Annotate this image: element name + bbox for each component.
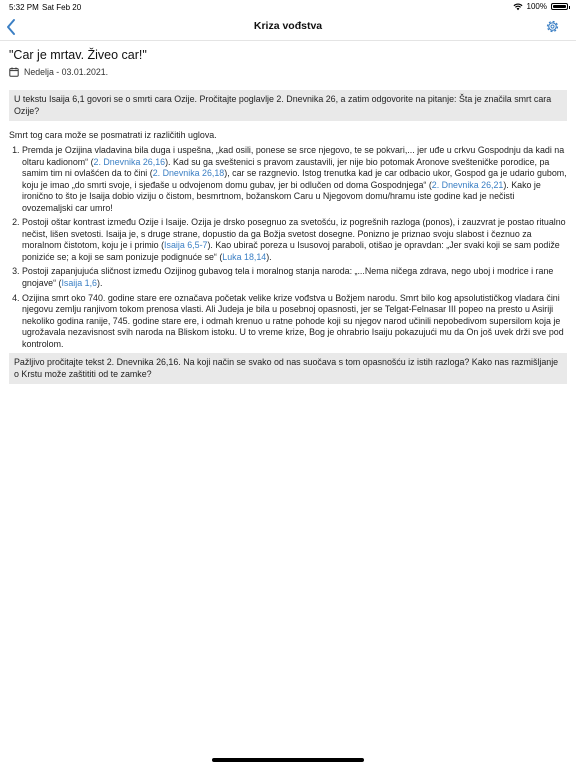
scripture-link[interactable]: 2. Dnevnika 26,16	[93, 156, 166, 167]
status-right	[513, 2, 568, 11]
status-time: 5:32 PM	[9, 3, 39, 12]
scripture-link[interactable]: Isaija 1,6	[61, 277, 97, 288]
paragraph-text: ).	[97, 277, 103, 288]
scripture-link[interactable]: Luka 18,14	[222, 251, 267, 262]
paragraph-text: Ozijina smrt oko 740. godine stare ere označava početak velike krize vođstva u Božjem narodu. Smrt bilo kog apsolutističkog vladara čini njegovu zemlju ranjivom tokom prenosa vlasti. Ali Judeja je bila u posebnoj opasnosti, jer se Telgat-Felnasar III popeo na presto u Asiriji nekoliko godina ranije, 745. godine stare ere, i odmah krenuo u ratne pohode koji su njegov narod učinili nepobedivom supersilom koja je ugrožavala nezavisnost svih naroda na Bliskom istoku. U to vreme krize, Bog je ohrabrio Isaiju pokazujući mu da On još uvek drži sve pod kontrolom.	[22, 292, 564, 349]
status-date: Sat Feb 20	[42, 3, 82, 12]
scripture-link[interactable]: 2. Dnevnika 26,18	[152, 168, 225, 178]
list-item	[22, 145, 567, 214]
list-item	[22, 217, 567, 263]
wifi-icon	[513, 3, 523, 11]
battery-icon	[551, 3, 568, 10]
calendar-icon	[9, 67, 19, 77]
scripture-link[interactable]: 2. Dnevnika 26,21	[431, 179, 504, 190]
paragraph-text: ).	[266, 251, 272, 262]
intro-text: Smrt tog cara može se posmatrati iz različitih uglova.	[9, 130, 217, 140]
navigation-bar	[0, 14, 576, 41]
question-box: Pažljivo pročitajte tekst 2. Dnevnika 26,16. Na koji način se svako od nas suočava s tom opasnošću iz istih razloga? Kako nas razmišljanje o Krstu može zaštititi od te zamke?	[9, 353, 567, 384]
lesson-title: "Car je mrtav. Živeo car!"	[9, 48, 147, 62]
gear-icon[interactable]	[545, 19, 560, 34]
lesson-content	[9, 48, 567, 384]
list-item	[22, 293, 567, 351]
scripture-link[interactable]: Isaija 6,5-7	[164, 240, 208, 251]
paragraph-text: ). Kao ubirač poreza u Isusovoj paraboli, otišao je opravdan: „Jer svaki koji se sam podiže poniziće se; a koji se sam ponizuje podignuće se“ (	[22, 240, 560, 262]
question-box: U tekstu Isaija 6,1 govori se o smrti cara Ozije. Pročitajte poglavlje 2. Dnevnika 26, a zatim odgovorite na pitanje: Šta je značila smrt cara Ozije?	[9, 90, 567, 121]
battery-percent: 100%	[526, 2, 547, 11]
page-title: Kriza vođstva	[253, 20, 323, 32]
paragraph-text: Postoji zapanjujuća sličnost između Ozijinog gubavog tela i moralnog stanja naroda: „...Nema ničega zdrava, nego uboj i modrice i rane gnojave“ (	[22, 266, 554, 288]
points-list	[9, 145, 567, 350]
status-bar	[0, 0, 576, 14]
home-indicator[interactable]	[212, 758, 364, 762]
paragraph-text: Postoji oštar kontrast između Ozije i Isaije. Ozija je drsko posegnuo za svetošću, iz pogrešnih razloga (ponos), i zauzvrat je postao ritualno nečist, lišen svetosti. Isaija je, s druge strane, dopustio da ga Božja svetost dosegne. Ponizno je priznao svoju slabost i čeznuo za moralnom čistotom, koju je i primio (	[22, 217, 566, 251]
paragraph-text: ), car se razgnevio. Istog trenutka kad je car odbacio ukor, Gospod ga je udario gubom, koju je imao „do smrti svoje, i sjeđaše u odvojenom domu gubav, jer bi odlučen od doma Gospodnjega“ (	[22, 168, 567, 190]
lesson-date-row	[9, 67, 567, 77]
list-item	[22, 266, 567, 289]
lesson-date: Nedelja - 03.01.2021.	[24, 67, 109, 77]
paragraph-text: ). Kako je ironično to što je Isaija dobio viziju o čistom, besmrtnom, božanskom Caru u Njegovom domu/hramu iste godine kad je nečisti ovozemaljski car umro!	[22, 179, 541, 213]
paragraph-text: Premda je Ozijina vladavina bila duga i uspešna, „kad osili, ponese se srce njegovo, te se pokvari,... jer uđe u crkvu Gospodnju da kadi na oltaru kadionom“ (	[22, 145, 565, 167]
paragraph-text: ). Kad su ga sveštenici s pravom zaustavili, jer nije bio potomak Aronove svešteničke porodice, pa samim tim ni ovlašćen da to čini (	[22, 156, 550, 178]
